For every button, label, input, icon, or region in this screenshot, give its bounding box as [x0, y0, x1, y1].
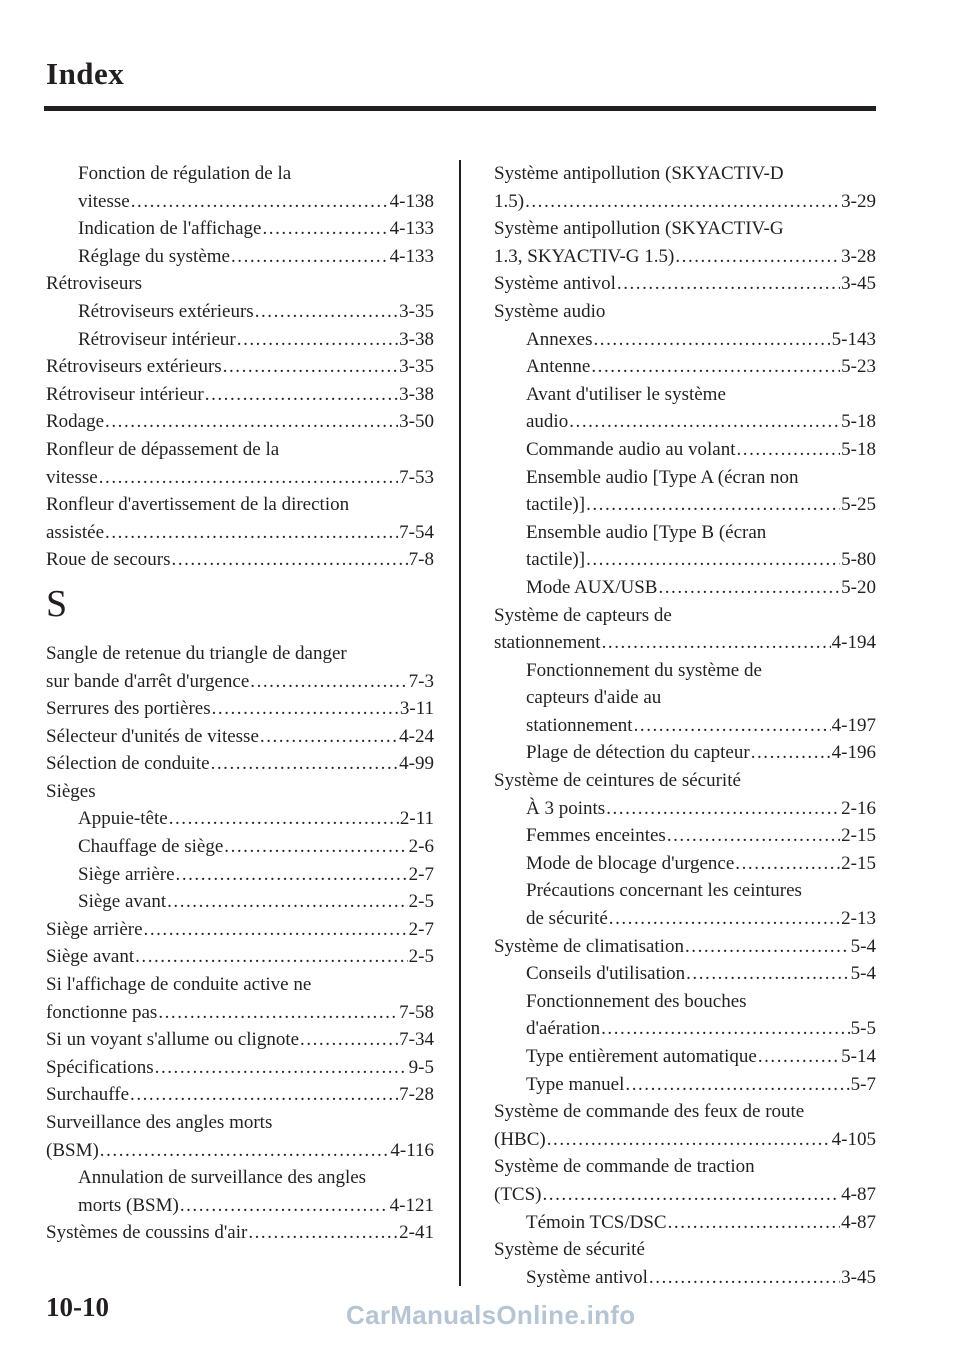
index-page-ref: 4-133 — [389, 245, 434, 267]
index-entry — [494, 243, 876, 271]
index-entry-text: de sécurité — [526, 908, 608, 930]
index-subentry — [46, 215, 434, 243]
index-page-ref: 7-53 — [399, 466, 434, 488]
dot-leader — [158, 999, 398, 1027]
index-page-ref: 7-3 — [408, 670, 434, 692]
dot-leader — [758, 1043, 840, 1071]
page-title: Index — [46, 56, 125, 91]
index-entry — [46, 519, 434, 547]
index-subentry — [46, 160, 434, 188]
index-entry-text: Sélection de conduite — [46, 753, 210, 775]
index-entry-text: Système de capteurs de — [494, 604, 672, 626]
index-entry — [494, 1098, 876, 1126]
index-page-ref: 3-45 — [841, 1266, 876, 1288]
dot-leader — [169, 805, 399, 833]
index-entry-text: Surveillance des angles morts — [46, 1112, 273, 1133]
index-subentry — [494, 519, 876, 547]
index-entry — [46, 916, 434, 944]
index-entry-text: Système antipollution (SKYACTIV-G — [494, 218, 784, 240]
index-page-ref: 2-11 — [399, 808, 434, 830]
index-subentry — [494, 960, 876, 988]
dot-leader — [736, 436, 840, 464]
index-page-ref: 4-87 — [841, 1211, 876, 1233]
dot-leader — [211, 750, 399, 778]
dot-leader — [606, 795, 840, 823]
index-entry-text: Siège arrière — [78, 863, 175, 885]
index-entry-text: Plage de détection du capteur — [526, 742, 750, 764]
index-page-ref: 5-80 — [841, 549, 876, 571]
index-entry-text: À 3 points — [526, 797, 606, 819]
dot-leader — [144, 916, 408, 944]
index-page-ref: 3-29 — [841, 190, 876, 212]
index-subentry — [46, 298, 434, 326]
index-page-ref: 5-4 — [850, 963, 876, 985]
dot-leader — [668, 1209, 841, 1237]
index-entry — [46, 999, 434, 1027]
dot-leader — [300, 1026, 398, 1054]
index-entry — [46, 640, 434, 668]
index-entry-text: Système antivol — [494, 273, 616, 295]
index-page-ref: 2-16 — [841, 797, 876, 819]
index-entry — [494, 298, 876, 326]
index-letter-heading: S — [46, 582, 68, 625]
index-page-ref: 3-38 — [399, 328, 434, 350]
index-entry — [494, 1236, 876, 1264]
dot-leader — [248, 1219, 398, 1247]
index-entry — [494, 270, 876, 298]
index-subentry — [494, 408, 876, 436]
index-entry-text: 1.3, SKYACTIV-G 1.5) — [494, 245, 675, 267]
index-entry-text: Mode AUX/USB — [526, 576, 658, 598]
index-entry-text: Rétroviseur intérieur — [78, 328, 236, 350]
index-entry — [46, 1137, 434, 1165]
index-entry — [494, 602, 876, 630]
index-entry — [46, 464, 434, 492]
index-page-ref: 2-6 — [408, 836, 434, 858]
index-page-ref: 9-5 — [408, 1056, 434, 1078]
index-entry — [46, 436, 434, 464]
index-page-ref: 3-50 — [399, 411, 434, 433]
dot-leader — [634, 712, 831, 740]
index-entry-text: Précautions concernant les ceintures — [526, 880, 802, 902]
index-entry — [494, 933, 876, 961]
index-page-ref: 5-14 — [841, 1046, 876, 1067]
index-subentry — [494, 491, 876, 519]
index-entry-text: Rétroviseurs extérieurs — [78, 300, 254, 322]
index-entry-text: Siège avant — [46, 946, 135, 968]
index-page-ref: 7-8 — [408, 549, 434, 571]
index-entry-text: Rodage — [46, 411, 105, 433]
index-subentry — [494, 905, 876, 933]
index-entry-text: Surchauffe — [46, 1084, 130, 1106]
index-subentry — [494, 988, 876, 1016]
dot-leader — [649, 1264, 840, 1292]
dot-leader — [591, 353, 840, 381]
index-entry-text: Annexes — [526, 328, 593, 350]
index-entry-text: (BSM) — [46, 1139, 99, 1161]
index-entry-text: Système audio — [494, 300, 606, 322]
index-subentry — [494, 822, 876, 850]
dot-leader — [686, 960, 850, 988]
dot-leader — [100, 1137, 390, 1165]
index-entry-text: Fonction de régulation de la — [78, 163, 292, 184]
index-entry-text: vitesse — [78, 190, 130, 212]
index-entry — [494, 160, 876, 188]
index-entry-text: Rétroviseurs — [46, 273, 143, 295]
dot-leader — [593, 326, 830, 354]
index-page-ref: 4-116 — [390, 1139, 434, 1161]
index-page-ref: 2-7 — [408, 918, 434, 940]
index-subentry — [46, 326, 434, 354]
index-entry-text: capteurs d'aide au — [526, 687, 662, 709]
index-entry-text: Rétroviseur intérieur — [46, 383, 204, 405]
index-entry — [46, 491, 434, 519]
index-entry-text: Sièges — [46, 780, 96, 802]
index-entry — [46, 1219, 434, 1247]
dot-leader — [176, 861, 408, 889]
dot-leader — [172, 546, 408, 574]
index-entry — [494, 1181, 876, 1209]
index-page-ref: 3-35 — [399, 356, 434, 378]
index-page-ref: 5-18 — [841, 438, 876, 460]
index-subentry — [494, 1071, 876, 1099]
index-entry-text: d'aération — [526, 1018, 601, 1040]
dot-leader — [237, 326, 398, 354]
index-entry-text: Rétroviseurs extérieurs — [46, 356, 222, 378]
dot-leader — [751, 739, 831, 767]
index-entry-text: Sélecteur d'unités de vitesse — [46, 725, 259, 747]
index-page-ref: 3-28 — [841, 245, 876, 267]
index-page-ref: 3-45 — [841, 273, 876, 295]
index-subentry — [46, 861, 434, 889]
index-entry — [494, 188, 876, 216]
index-page-ref: 5-143 — [831, 328, 876, 350]
index-column-right — [494, 160, 876, 1291]
index-entry-text: Serrures des portières — [46, 698, 211, 720]
index-entry-text: Conseils d'utilisation — [526, 963, 686, 985]
index-entry-text: Ensemble audio [Type A (écran non — [526, 466, 799, 488]
index-entry-text: Appuie-tête — [78, 808, 168, 830]
dot-leader — [180, 1192, 389, 1220]
index-page-ref: 4-24 — [399, 725, 434, 747]
index-subentry — [46, 833, 434, 861]
column-divider — [459, 160, 461, 1286]
index-entry-text: (HBC) — [494, 1128, 546, 1150]
index-entry-text: Commande audio au volant — [526, 438, 736, 460]
index-page-ref: 2-5 — [408, 946, 434, 968]
index-entry — [494, 1126, 876, 1154]
dot-leader — [586, 546, 840, 574]
index-page-ref: 5-4 — [850, 935, 876, 957]
dot-leader — [212, 695, 399, 723]
index-entry-text: tactile)] — [526, 494, 586, 516]
index-entry-text: Fonctionnement des bouches — [526, 990, 747, 1012]
index-entry-text: Système de ceintures de sécurité — [494, 770, 741, 792]
index-entry-text: Système de commande des feux de route — [494, 1101, 805, 1123]
header-rule — [44, 106, 876, 111]
index-entry — [46, 546, 434, 574]
index-entry — [46, 723, 434, 751]
index-entry-text: morts (BSM) — [78, 1194, 179, 1216]
index-entry-text: Avant d'utiliser le système — [526, 383, 726, 405]
index-entry — [494, 629, 876, 657]
dot-leader — [223, 353, 398, 381]
index-entry — [46, 408, 434, 436]
index-entry-text: Femmes enceintes — [526, 825, 666, 847]
index-page-ref: 7-34 — [399, 1029, 434, 1051]
index-entry-text: stationnement — [494, 632, 601, 654]
index-entry-text: Réglage du système — [78, 245, 230, 267]
index-subentry — [494, 877, 876, 905]
index-entry — [46, 1026, 434, 1054]
dot-leader — [609, 905, 840, 933]
dot-leader — [675, 243, 840, 271]
index-entry — [494, 215, 876, 243]
index-entry — [46, 1054, 434, 1082]
index-page-ref: 4-87 — [841, 1183, 876, 1205]
index-subentry — [46, 1192, 434, 1220]
index-entry — [46, 668, 434, 696]
dot-leader — [105, 519, 398, 547]
index-subentry — [494, 1264, 876, 1292]
index-entry — [494, 1153, 876, 1181]
index-entry — [46, 270, 434, 298]
index-page-ref: 2-41 — [399, 1222, 434, 1244]
index-subentry — [494, 574, 876, 602]
index-entry-text: Type manuel — [526, 1073, 625, 1095]
index-entry — [46, 381, 434, 409]
index-page-ref: 4-194 — [831, 632, 876, 654]
dot-leader — [586, 491, 840, 519]
index-entry-text: Si un voyant s'allume ou clignote — [46, 1029, 300, 1051]
dot-leader — [667, 822, 840, 850]
index-page-ref: 5-23 — [841, 356, 876, 378]
index-page-ref: 3-35 — [399, 300, 434, 322]
index-page-ref: 2-15 — [841, 825, 876, 847]
dot-leader — [167, 888, 408, 916]
index-entry-text: 1.5) — [494, 190, 525, 212]
dot-leader — [543, 1181, 841, 1209]
index-page-ref: 5-18 — [841, 411, 876, 433]
index-entry-text: Témoin TCS/DSC — [526, 1211, 667, 1233]
index-entry-text: Antenne — [526, 356, 591, 378]
index-subentry — [494, 464, 876, 492]
index-entry-text: Système de sécurité — [494, 1239, 645, 1261]
index-page-ref: 2-15 — [841, 852, 876, 874]
index-subentry — [46, 888, 434, 916]
dot-leader — [735, 850, 840, 878]
index-entry-text: Fonctionnement du système de — [526, 659, 762, 681]
index-entry-text: Spécifications — [46, 1056, 154, 1078]
dot-leader — [685, 933, 850, 961]
index-column-left — [46, 160, 434, 1247]
dot-leader — [260, 723, 398, 751]
dot-leader — [135, 943, 408, 971]
index-entry-text: fonctionne pas — [46, 1001, 158, 1023]
index-page-ref: 5-5 — [850, 1018, 876, 1040]
index-page-ref: 2-5 — [408, 891, 434, 913]
dot-leader — [602, 629, 831, 657]
index-entry-text: vitesse — [46, 466, 98, 488]
index-entry — [46, 971, 434, 999]
index-entry-text: Système antivol — [526, 1266, 648, 1288]
index-page-ref: 4-196 — [831, 742, 876, 764]
dot-leader — [547, 1126, 831, 1154]
index-entry-text: Roue de secours — [46, 549, 171, 571]
dot-leader — [131, 188, 389, 216]
dot-leader — [569, 408, 840, 436]
index-page-ref: 7-58 — [399, 1001, 434, 1023]
index-page-ref: 4-99 — [399, 753, 434, 775]
index-subentry — [494, 739, 876, 767]
index-page-ref: 4-121 — [389, 1194, 434, 1216]
index-page-ref: 4-197 — [831, 714, 876, 736]
index-subentry — [46, 1164, 434, 1192]
index-page-ref: 7-54 — [399, 521, 434, 543]
dot-leader — [231, 243, 389, 271]
index-page-ref: 3-38 — [399, 383, 434, 405]
index-entry-text: Ronfleur d'avertissement de la direction — [46, 494, 350, 516]
dot-leader — [658, 574, 840, 602]
index-entry-text: Annulation de surveillance des angles — [78, 1167, 367, 1189]
index-subentry — [494, 795, 876, 823]
index-entry — [494, 767, 876, 795]
index-entry-text: Type entièrement automatique — [526, 1046, 757, 1067]
index-entry — [46, 1081, 434, 1109]
index-entry-text: Systèmes de coussins d'air — [46, 1222, 248, 1244]
dot-leader — [255, 298, 398, 326]
index-page-ref: 4-138 — [389, 190, 434, 212]
index-subentry — [494, 353, 876, 381]
index-subentry — [494, 381, 876, 409]
index-subentry — [494, 1015, 876, 1043]
dot-leader — [155, 1054, 408, 1082]
index-subentry — [494, 1043, 876, 1071]
index-entry-text: Système de climatisation — [494, 935, 684, 957]
index-entry — [46, 695, 434, 723]
page-number: 10-10 — [46, 1292, 109, 1322]
index-entry-text: audio — [526, 411, 569, 433]
index-entry-text: Si l'affichage de conduite active ne — [46, 974, 312, 996]
index-subentry — [494, 546, 876, 574]
watermark: CarManualsOnline.info — [346, 1300, 636, 1330]
dot-leader — [625, 1071, 849, 1099]
dot-leader — [250, 668, 407, 696]
index-subentry — [494, 712, 876, 740]
index-subentry — [494, 436, 876, 464]
index-page-ref: 5-7 — [850, 1073, 876, 1095]
index-entry-text: sur bande d'arrêt d'urgence — [46, 670, 250, 692]
index-page-ref: 2-13 — [841, 908, 876, 930]
dot-leader — [224, 833, 407, 861]
index-entry — [46, 778, 434, 806]
index-entry-text: assistée — [46, 521, 105, 543]
dot-leader — [601, 1015, 850, 1043]
dot-leader — [263, 215, 389, 243]
index-subentry — [494, 1209, 876, 1237]
index-page-ref: 7-28 — [399, 1084, 434, 1106]
index-subentry — [494, 850, 876, 878]
index-entry-text: Système de commande de traction — [494, 1156, 755, 1178]
dot-leader — [105, 408, 398, 436]
index-page-ref: 3-11 — [399, 698, 434, 720]
index-subentry — [494, 684, 876, 712]
index-page-ref: 4-105 — [831, 1128, 876, 1150]
index-entry-text: stationnement — [526, 714, 633, 736]
index-entry — [46, 1109, 434, 1137]
index-entry-text: Sangle de retenue du triangle de danger — [46, 642, 347, 664]
dot-leader — [130, 1081, 398, 1109]
index-page-ref: 2-7 — [408, 863, 434, 885]
index-entry-text: Ensemble audio [Type B (écran — [526, 521, 767, 543]
dot-leader — [99, 464, 398, 492]
index-entry-text: Siège arrière — [46, 918, 143, 940]
index-subentry — [46, 243, 434, 271]
index-entry-text: (TCS) — [494, 1183, 542, 1205]
index-entry — [46, 943, 434, 971]
index-subentry — [494, 326, 876, 354]
index-subentry — [46, 188, 434, 216]
index-page-ref: 5-25 — [841, 494, 876, 516]
dot-leader — [525, 188, 840, 216]
index-entry — [46, 750, 434, 778]
index-entry-text: Siège avant — [78, 891, 167, 913]
index-subentry — [46, 805, 434, 833]
index-page-ref: 4-133 — [389, 218, 434, 240]
index-page-ref: 5-20 — [841, 576, 876, 598]
index-subentry — [494, 657, 876, 685]
index-entry-text: Système antipollution (SKYACTIV-D — [494, 163, 784, 184]
index-entry-text: Chauffage de siège — [78, 836, 224, 858]
index-entry-text: Ronfleur de dépassement de la — [46, 438, 280, 460]
index-entry-text: Mode de blocage d'urgence — [526, 852, 735, 874]
index-entry-text: Indication de l'affichage — [78, 218, 262, 240]
dot-leader — [617, 270, 840, 298]
index-entry — [46, 353, 434, 381]
index-entry-text: tactile)] — [526, 549, 586, 571]
dot-leader — [205, 381, 398, 409]
